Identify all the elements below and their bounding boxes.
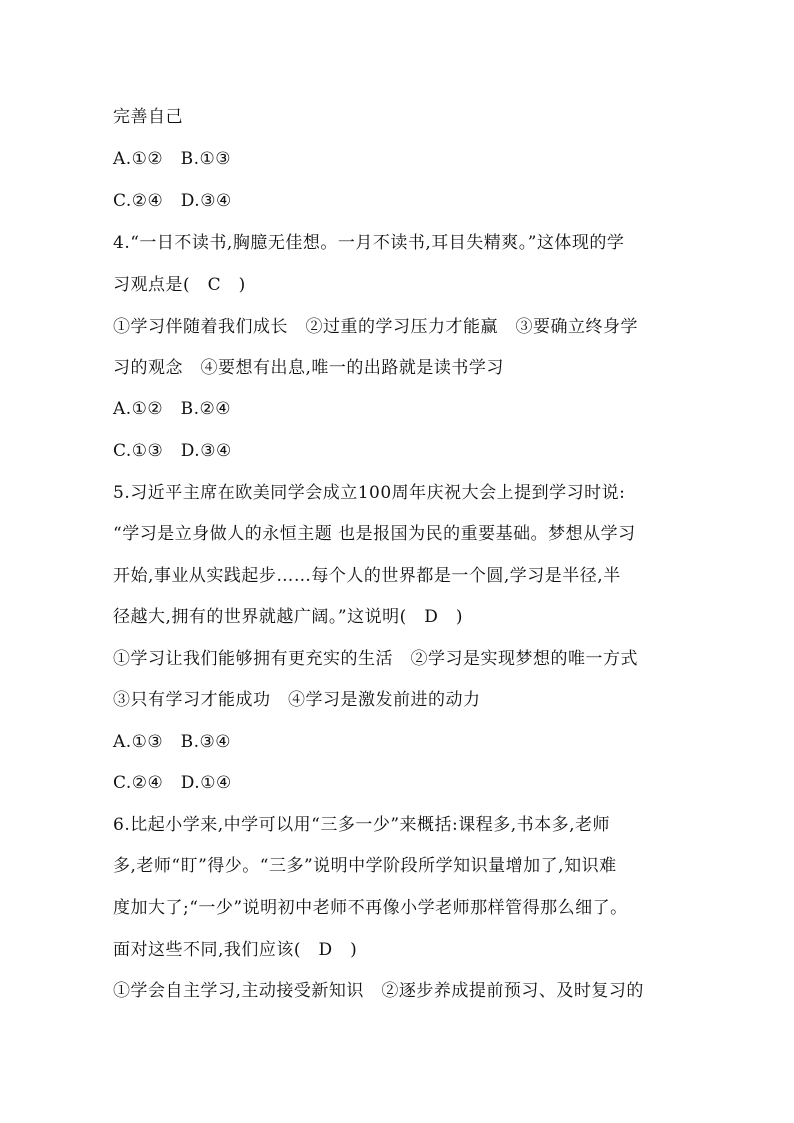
question-5-stem: “学习是立身做人的永恒主题 也是报国为民的重要基础。梦想从学习: [113, 524, 636, 544]
text-line: A.①② B.①③: [113, 149, 232, 169]
question-4-options: ①学习伴随着我们成长 ②过重的学习压力才能赢 ③要确立终身学: [113, 317, 638, 337]
question-6-stem: 面对这些不同,我们应该( D ): [113, 940, 358, 960]
text-line: C.②④ D.③④: [113, 191, 232, 211]
question-4-choices: C.①③ D.③④: [113, 441, 232, 461]
question-6-stem: 度加大了;“一少”说明初中老师不再像小学老师那样管得那么细了。: [113, 898, 628, 918]
question-5-stem: 5.习近平主席在欧美同学会成立100周年庆祝大会上提到学习时说:: [113, 483, 626, 503]
question-5-options: ①学习让我们能够拥有更充实的生活 ②学习是实现梦想的唯一方式: [113, 649, 638, 669]
question-5-stem: 开始,事业从实践起步……每个人的世界都是一个圆,学习是半径,半: [113, 566, 621, 586]
text-line: 完善自己: [113, 107, 183, 127]
question-6-stem: 多,老师“盯”得少。“三多”说明中学阶段所学知识量增加了,知识难: [113, 856, 617, 876]
question-4-options: 习的观念 ④要想有出息,唯一的出路就是读书学习: [113, 358, 504, 378]
question-6-options: ①学会自主学习,主动接受新知识 ②逐步养成提前预习、及时复习的: [113, 981, 644, 1001]
question-4-stem: 4.“一日不读书,胸臆无佳想。一月不读书,耳目失精爽。”这体现的学: [113, 233, 625, 253]
question-5-choices: A.①③ B.③④: [113, 732, 232, 752]
question-5-choices: C.②④ D.①④: [113, 773, 232, 793]
question-5-options: ③只有学习才能成功 ④学习是激发前进的动力: [113, 690, 481, 710]
question-5-stem: 径越大,拥有的世界就越广阔。”这说明( D ): [113, 607, 463, 627]
question-4-stem: 习观点是( C ): [113, 275, 246, 295]
question-4-choices: A.①② B.②④: [113, 399, 232, 419]
question-6-stem: 6.比起小学来,中学可以用“三多一少”来概括:课程多,书本多,老师: [113, 815, 611, 835]
